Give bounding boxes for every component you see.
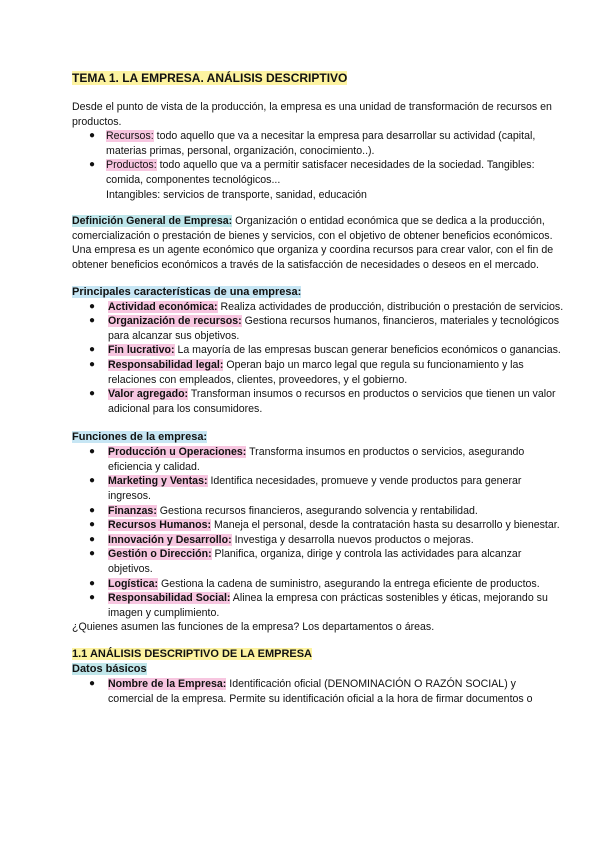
list-item-text: Maneja el personal, desde la contratación hasta su desarrollo y bienestar. [211, 519, 560, 532]
list-item-text: Investiga y desarrolla nuevos productos o mejoras. [231, 533, 474, 546]
list-item [72, 533, 564, 548]
bullet-dot-icon: ● [89, 159, 96, 171]
intro-list [72, 129, 564, 187]
bullet-dot-icon: ● [89, 358, 96, 370]
list-item-text: Operan bajo un marco legal que regula su funcionamiento y las relaciones con empleados, clientes, proveedores, y el gobierno. [108, 358, 524, 386]
list-item [72, 504, 564, 519]
list-item-text: Identifica necesidades, promueve y vende productos para generar ingresos. [108, 475, 522, 503]
list-item [72, 577, 564, 592]
list-item-term: Actividad económica: [108, 300, 218, 313]
functions-heading [72, 430, 564, 445]
list-item [72, 358, 564, 387]
list-item [72, 343, 564, 358]
bullet-dot-icon: ● [89, 475, 96, 487]
bullet-dot-icon: ● [89, 315, 96, 327]
list-item-term: Finanzas: [108, 504, 157, 517]
list-item [72, 518, 564, 533]
list-item-term: Organización de recursos: [108, 315, 242, 328]
list-item-term: Gestión o Dirección: [108, 548, 212, 561]
bullet-dot-icon: ● [89, 446, 96, 458]
spacer [72, 273, 564, 285]
list-item-text: Planifica, organiza, dirige y controla las actividades para alcanzar objetivos. [108, 548, 522, 576]
list-item-term: Logística: [108, 577, 159, 590]
section-1-1-heading [72, 647, 564, 662]
list-item-term: Nombre de la Empresa: [108, 678, 227, 690]
characteristics-list [72, 300, 564, 417]
definition-term: Definición General de Empresa: [72, 215, 233, 228]
list-item [72, 300, 564, 315]
list-item-term: Marketing y Ventas: [108, 475, 208, 488]
functions-heading-text: Funciones de la empresa: [72, 431, 208, 444]
list-item-text: Identificación oficial (DENOMINACIÓN O RAZÓN SOCIAL) y comercial de la empresa. Permite su identificación oficial a la hora de firmar documentos o [108, 678, 533, 705]
list-item [72, 591, 564, 620]
bullet-dot-icon: ● [89, 130, 96, 142]
list-item [72, 445, 564, 474]
intangibles-line: Intangibles: servicios de transporte, sanidad, educación [106, 188, 367, 201]
document-page [72, 70, 564, 706]
definition-text: Organización o entidad económica que se dedica a la producción, comercialización o prestación de bienes y servicios, con el objetivo de obtener beneficios económicos. Una empresa es un agente económico que organiza y coordina recursos para crear valor, con el fin de obtener beneficios económicos a través de la satisfacción de necesidades o deseos en el mercado. [72, 215, 554, 271]
bullet-dot-icon: ● [89, 678, 96, 689]
list-item [72, 474, 564, 503]
list-item-text: Gestiona recursos humanos, financieros, materiales y tecnológicos para alcanzar sus objetivos. [108, 315, 560, 342]
section-1-1-heading-text: 1.1 ANÁLISIS DESCRIPTIVO DE LA EMPRESA [72, 648, 313, 660]
characteristics-heading-text: Principales características de una empresa: [72, 285, 302, 298]
list-item [72, 387, 564, 416]
list-item-text: La mayoría de las empresas buscan generar beneficios económicos o ganancias. [174, 344, 561, 357]
list-item-term: Responsabilidad Social: [108, 592, 231, 605]
list-item-term: Producción u Operaciones: [108, 446, 247, 459]
section-1-1-subheading [72, 662, 564, 677]
list-item-text: Gestiona recursos financieros, asegurando solvencia y rentabilidad. [156, 504, 478, 517]
list-item-text: Realiza actividades de producción, distribución o prestación de servicios. [217, 300, 564, 313]
bullet-dot-icon: ● [89, 592, 96, 604]
list-item-term: Recursos Humanos: [108, 519, 212, 532]
spacer [72, 416, 564, 430]
functions-list [72, 445, 564, 620]
list-item-term: Innovación y Desarrollo: [108, 533, 232, 546]
bullet-dot-icon: ● [89, 344, 96, 356]
list-item-text: Gestiona la cadena de suministro, asegurando la entrega eficiente de productos. [158, 577, 540, 590]
list-item [72, 677, 564, 706]
bullet-dot-icon: ● [89, 519, 96, 531]
list-item-term: Productos: [106, 159, 157, 172]
list-item-text: Transforman insumos o recursos en productos o servicios que tienen un valor adicional para los consumidores. [108, 388, 556, 415]
bullet-dot-icon: ● [89, 548, 96, 560]
bullet-dot-icon: ● [89, 577, 96, 589]
spacer [72, 635, 564, 647]
functions-question: ¿Quienes asumen las funciones de la empresa? Los departamentos o áreas. [72, 621, 435, 634]
list-item-term: Valor agregado: [108, 388, 189, 401]
list-item-text: Transforma insumos en productos o servicios, asegurando eficiencia y calidad. [108, 446, 525, 473]
characteristics-heading [72, 285, 564, 300]
list-item [72, 129, 564, 158]
document-title-text: TEMA 1. LA EMPRESA. ANÁLISIS DESCRIPTIVO [72, 71, 348, 85]
bullet-dot-icon: ● [89, 533, 96, 545]
list-item-text: Alinea la empresa con prácticas sostenibles y éticas, mejorando su imagen y cumplimiento. [108, 592, 548, 619]
list-item-term: Fin lucrativo: [108, 344, 175, 357]
spacer [72, 86, 564, 100]
bullet-dot-icon: ● [89, 504, 96, 516]
section-1-1-subheading-text: Datos básicos [72, 663, 147, 675]
list-item [72, 314, 564, 343]
intro-paragraph: Desde el punto de vista de la producción, la empresa es una unidad de transformación de recursos en productos. [72, 101, 552, 128]
document-title [72, 70, 564, 86]
definition-paragraph [72, 214, 564, 272]
list-item-term: Recursos: [106, 130, 154, 143]
bullet-dot-icon: ● [89, 388, 96, 400]
list-item-term: Responsabilidad legal: [108, 358, 224, 371]
bullet-dot-icon: ● [89, 300, 96, 312]
basic-data-list [72, 677, 564, 706]
list-item-text: todo aquello que va a necesitar la empresa para desarrollar su actividad (capital, materias primas, personal, organización, conocimiento..). [106, 130, 536, 157]
list-item-text: todo aquello que va a permitir satisfacer necesidades de la sociedad. Tangibles: comida, componentes tecnológicos... [106, 159, 535, 186]
list-item [72, 547, 564, 576]
spacer [72, 202, 564, 214]
list-item [72, 158, 564, 187]
